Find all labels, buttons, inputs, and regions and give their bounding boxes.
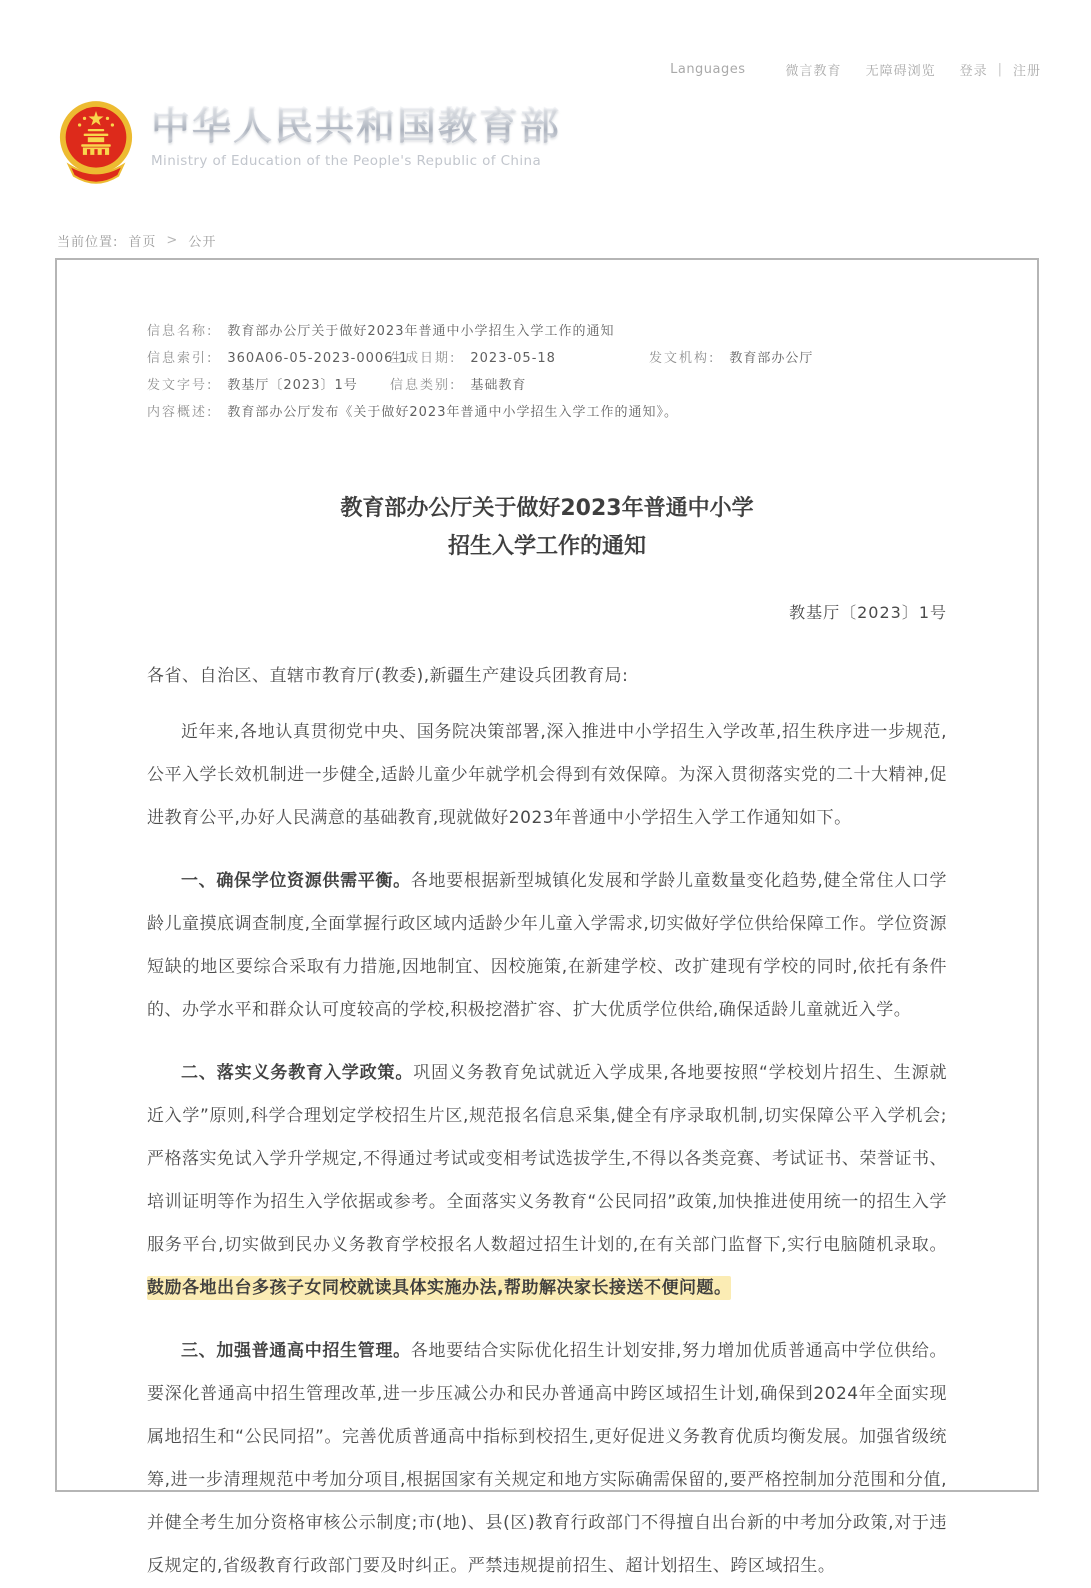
highlighted-text: 鼓励各地出台多孩子女同校就读具体实施办法,帮助解决家长接送不便问题。 xyxy=(147,1278,732,1298)
document-title-line1: 教育部办公厅关于做好2023年普通中小学 xyxy=(340,496,754,521)
document-title xyxy=(147,490,947,566)
meta-row-summary xyxy=(147,399,947,426)
paragraph-body: 近年来,各地认真贯彻党中央、国务院决策部署,深入推进中小学招生入学改革,招生秩序进一步规范,公平入学长效机制进一步健全,适龄儿童少年就学机会得到有效保障。为深入贯彻落实党的二十大精神,促进教育公平,办好人民满意的基础教育,现就做好2023年普通中小学招生入学工作通知如下。 xyxy=(147,722,947,828)
paragraph-lead: 二、落实义务教育入学政策。 xyxy=(181,1063,414,1083)
info-name-label: 信息名称: xyxy=(147,324,214,339)
document-panel xyxy=(55,258,1039,1576)
doc-number-label: 发文字号: xyxy=(147,378,214,393)
info-category-label: 信息类别: xyxy=(390,378,457,393)
breadcrumb-home-link[interactable]: 首页 xyxy=(128,235,157,250)
paragraph-section-2 xyxy=(147,1052,947,1310)
breadcrumb-label: 当前位置: xyxy=(57,235,119,250)
paragraph-lead: 三、加强普通高中招生管理。 xyxy=(181,1341,411,1361)
info-index-label: 信息索引: xyxy=(147,351,214,366)
languages-link[interactable]: Languages xyxy=(670,62,746,77)
breadcrumb xyxy=(57,231,216,250)
paragraph-intro xyxy=(147,711,947,840)
site-logo[interactable] xyxy=(55,98,561,188)
site-titles xyxy=(151,98,561,169)
document-info-table xyxy=(147,318,947,426)
auth-links xyxy=(960,60,1041,79)
doc-number-value: 教基厅〔2023〕1号 xyxy=(227,378,358,393)
breadcrumb-current-link[interactable]: 公开 xyxy=(188,235,217,250)
breadcrumb-separator-icon: > xyxy=(166,233,179,248)
weiyan-education-link[interactable]: 微言教育 xyxy=(785,64,842,79)
paragraph-lead: 一、确保学位资源供需平衡。 xyxy=(181,871,411,891)
generate-date-value: 2023-05-18 xyxy=(470,351,556,366)
generate-date-label: 生成日期: xyxy=(390,351,457,366)
document-title-line2: 招生入学工作的通知 xyxy=(447,534,646,559)
auth-divider: | xyxy=(997,62,1003,77)
document-number: 教基厅〔2023〕1号 xyxy=(789,603,947,622)
meta-row-index xyxy=(147,345,947,372)
paragraph-body: 巩固义务教育免试就近入学成果,各地要按照“学校划片招生、生源就近入学”原则,科学合理划定学校招生片区,规范报名信息采集,健全有序录取机制,切实保障公平入学机会;严格落实免试入学升学规定,不得通过考试或变相考试选拔学生,不得以各类竞赛、考试证书、荣誉证书、培训证明等作为招生入学依据或参考。全面落实义务教育“公民同招”政策,加快推进使用统一的招生入学服务平台,切实做到民办义务教育学校报名人数超过招生计划的,在有关部门监督下,实行电脑随机录取。 xyxy=(147,1063,948,1255)
issuing-agency-label: 发文机构: xyxy=(649,351,716,366)
salutation: 各省、自治区、直辖市教育厅(教委),新疆生产建设兵团教育局: xyxy=(147,666,629,686)
meta-row-number xyxy=(147,372,947,399)
issuing-agency-value: 教育部办公厅 xyxy=(729,351,814,366)
paragraph-section-3 xyxy=(147,1330,947,1588)
paragraph-body: 各地要结合实际优化招生计划安排,努力增加优质普通高中学位供给。要深化普通高中招生管理改革,进一步压减公办和民办普通高中跨区域招生计划,确保到2024年全面实现属地招生和“公民同招”。完善优质普通高中指标到校招生,更好促进义务教育优质均衡发展。加强省级统筹,进一步清理规范中考加分项目,根据国家有关规定和地方实际确需保留的,要严格控制加分范围和分值,并健全考生加分资格审核公示制度;市(地)、县(区)教育行政部门不得擅自出台新的中考加分政策,对于违反规定的,省级教育行政部门要及时纠正。严禁违规提前招生、超计划招生、跨区域招生。 xyxy=(147,1341,947,1576)
info-category-value: 基础教育 xyxy=(470,378,527,393)
summary-value: 教育部办公厅发布《关于做好2023年普通中小学招生入学工作的通知》。 xyxy=(227,405,678,420)
paragraph-section-1 xyxy=(147,860,947,1032)
meta-row-name xyxy=(147,318,947,345)
register-link[interactable]: 注册 xyxy=(1012,64,1041,79)
site-title: 中华人民共和国教育部 xyxy=(151,104,562,149)
login-link[interactable]: 登录 xyxy=(959,64,988,79)
china-national-emblem-icon xyxy=(55,98,137,188)
info-index-value: 360A06-05-2023-0006-1 xyxy=(227,351,409,366)
summary-label: 内容概述: xyxy=(147,405,214,420)
accessibility-link[interactable]: 无障碍浏览 xyxy=(865,64,936,79)
paragraph-body: 各地要根据新型城镇化发展和学龄儿童数量变化趋势,健全常住人口学龄儿童摸底调查制度,全面掌握行政区域内适龄少年儿童入学需求,切实做好学位供给保障工作。学位资源短缺的地区要综合采取有力措施,因地制宜、因校施策,在新建学校、改扩建现有学校的同时,依托有条件的、办学水平和群众认可度较高的学校,积极挖潜扩容、扩大优质学位供给,确保适龄儿童就近入学。 xyxy=(147,871,947,1020)
site-subtitle-en: Ministry of Education of the People's Republic of China xyxy=(151,152,542,169)
top-utility-bar xyxy=(670,60,1041,79)
info-name-value: 教育部办公厅关于做好2023年普通中小学招生入学工作的通知 xyxy=(227,324,615,339)
